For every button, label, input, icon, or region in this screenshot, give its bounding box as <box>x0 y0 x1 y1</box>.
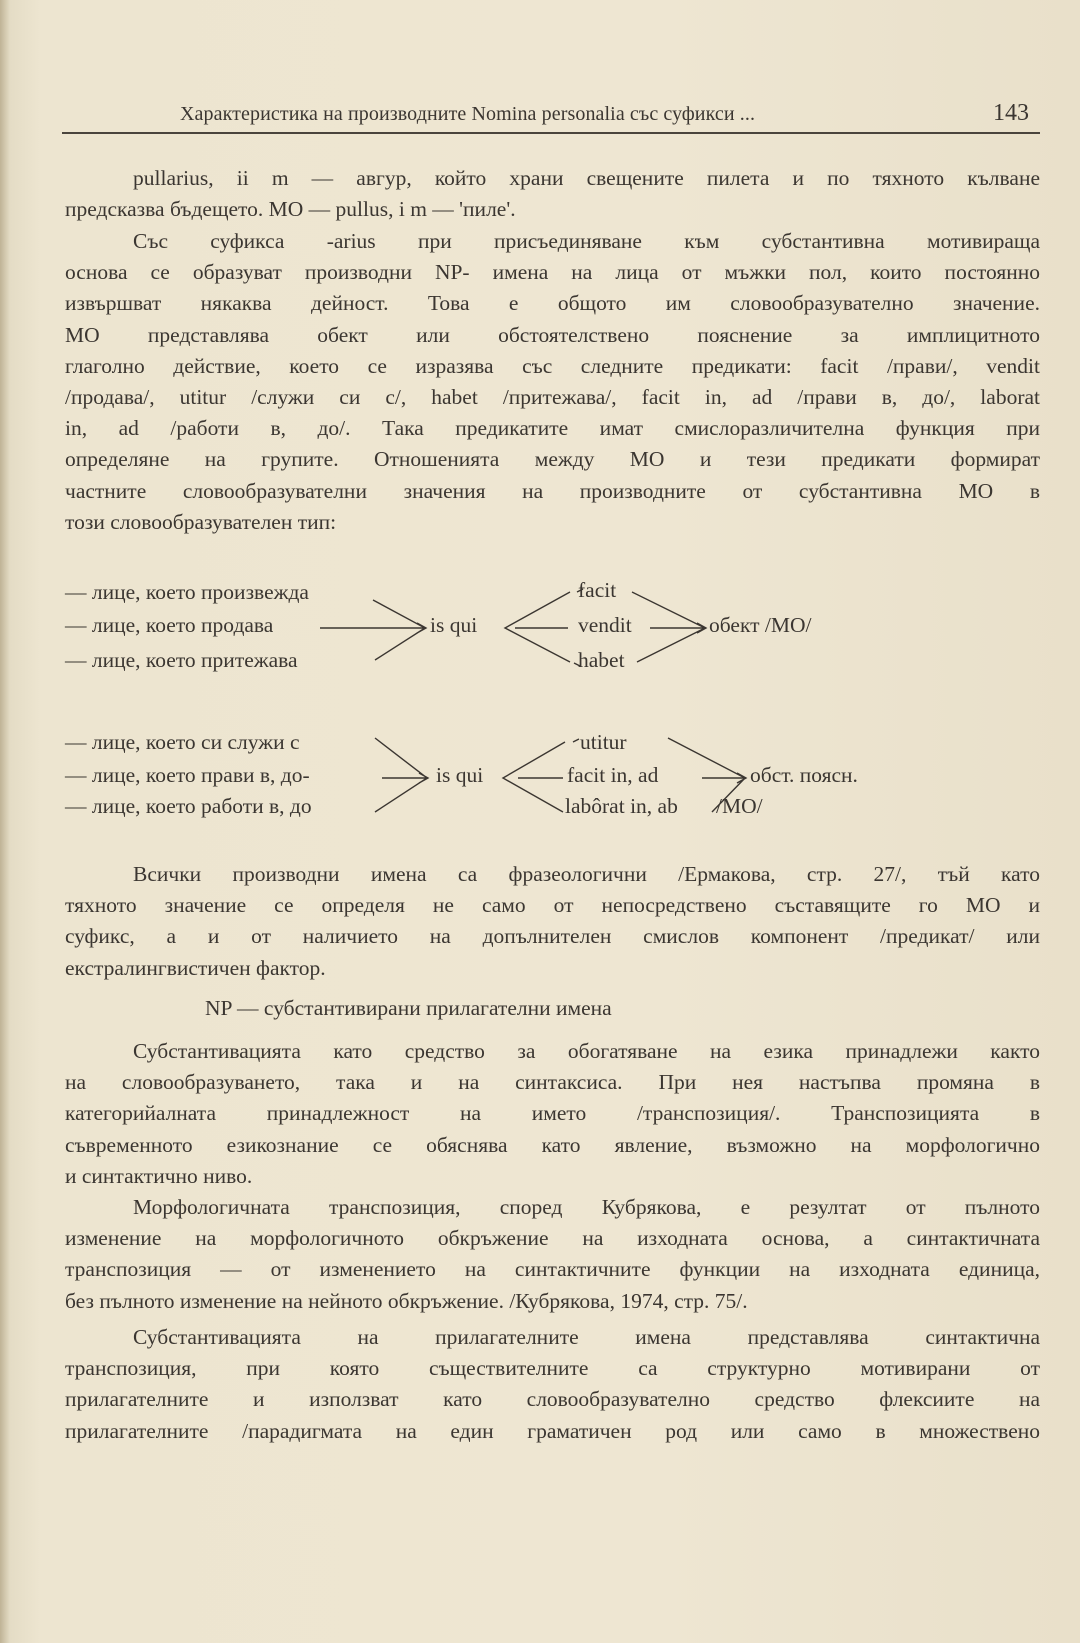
text-line: in, ad /работи в, до/. Така предикатите имат смислоразличителна функция при <box>65 416 1040 441</box>
text-line: прилагателните /парадигмата на един граматичен род или само в множествено <box>65 1418 1040 1443</box>
text-line: тяхното значение се определя не само от непосредствено съставящите го МО и <box>65 893 1040 918</box>
diagram-left-item: — лице, което произвежда <box>65 580 309 604</box>
diagram-result: обст. поясн. <box>750 763 858 787</box>
text-line: прилагателните и използват като словообразувателно средство флексиите на <box>65 1387 1040 1412</box>
diagram-result-sub: /МО/ <box>716 794 763 818</box>
text-line: /продава/, utitur /служи си с/, habet /притежава/, facit in, ad /прави в, до/, laborat <box>65 385 1040 410</box>
text-line: основа се образуват производни NP- имена на лица от мъжки пол, които постоянно <box>65 260 1040 285</box>
text-line: суфикс, а и от наличието на допълнителен смислов компонент /предикат/ или <box>65 924 1040 949</box>
text-line: Морфологичната транспозиция, според Кубрякова, е резултат от пълното <box>133 1195 1040 1219</box>
text-line: частните словообразувателни значения на производните от субстантивна МО в <box>65 478 1040 503</box>
text-line: Със суфикса -arius при присъединяване към субстантивна мотивираща <box>133 229 1040 253</box>
text-line: и синтактично ниво. <box>65 1163 253 1188</box>
text-line: категорийалната принадлежност на името /транспозиция/. Транспозицията в <box>65 1101 1040 1126</box>
text-line: извършват някаква дейност. Това е общото им словообразувателно значение. <box>65 291 1040 316</box>
diagram-predicate: habet <box>578 648 625 672</box>
text-line: глаголно действие, което се изразява със следните предикати: facit /прави/, vendit <box>65 353 1040 378</box>
diagram-center: is qui <box>436 763 484 787</box>
text-line: екстралингвистичен фактор. <box>65 955 326 980</box>
text-line: този словообразувателен тип: <box>65 509 337 534</box>
section-heading: NP — субстантивирани прилагателни имена <box>205 996 612 1020</box>
text-line: изменение на морфологичното обкръжение на изходната основа, а синтактичната <box>65 1226 1040 1251</box>
diagram-predicate: vendit <box>578 613 632 637</box>
diagram-left-item: — лице, което притежава <box>65 648 298 672</box>
diagram-left-item: — лице, което си служи с <box>65 730 300 754</box>
paragraph <box>65 1192 1040 1317</box>
text-line: без пълното изменение на нейното обкръжение. /Кубрякова, 1974, стр. 75/. <box>65 1288 748 1313</box>
page-number: 143 <box>993 100 1029 126</box>
text-line: определяне на групите. Отношенията между МО и тези предикати формират <box>65 447 1040 472</box>
diagram-predicate: labôrat in, ab <box>565 794 678 818</box>
diagram-center: is qui <box>430 613 478 637</box>
text-line: Всички производни имена са фразеологични /Ермакова, стр. 27/, тъй като <box>133 862 1040 886</box>
diagram-left-item: — лице, което работи в, до <box>65 794 312 818</box>
text-line: транспозиция — от изменението на синтактичните функции на изходната единица, <box>65 1257 1040 1282</box>
diagram-result: обект /МО/ <box>709 613 812 637</box>
diagram-predicate: utitur <box>580 730 627 754</box>
text-line: предсказва бъдещето. МО — pullus, i m — 'пиле'. <box>65 197 516 222</box>
text-line: съвременното езикознание се обяснява като явление, възможно на морфологично <box>65 1132 1040 1157</box>
paragraph <box>65 859 1040 984</box>
diagram-left-item: — лице, което продава <box>65 613 274 637</box>
running-header: Характеристика на производните Nomina personalia със суфикси ... <box>180 103 756 125</box>
text-line: Субстантивацията като средство за обогатяване на езика принадлежи както <box>133 1039 1040 1063</box>
diagram-left-item: — лице, което прави в, до- <box>65 763 310 787</box>
diagram-predicate: facit in, ad <box>567 763 659 787</box>
paragraph <box>65 1036 1040 1192</box>
paragraph <box>65 1322 1040 1447</box>
diagram-predicate: facit <box>578 578 617 602</box>
text-line: Субстантивацията на прилагателните имена представлява синтактична <box>133 1325 1040 1349</box>
text-line: pullarius, ii m — авгур, който храни свещените пилета и по тяхното кълване <box>133 166 1040 190</box>
text-line: транспозиция, при която съществителните са структурно мотивирани от <box>65 1356 1040 1381</box>
text-line: МО представлява обект или обстоятелствено пояснение за имплицитното <box>65 322 1040 347</box>
text-line: на словообразуването, така и на синтаксиса. При нея настъпва промяна в <box>65 1070 1040 1095</box>
